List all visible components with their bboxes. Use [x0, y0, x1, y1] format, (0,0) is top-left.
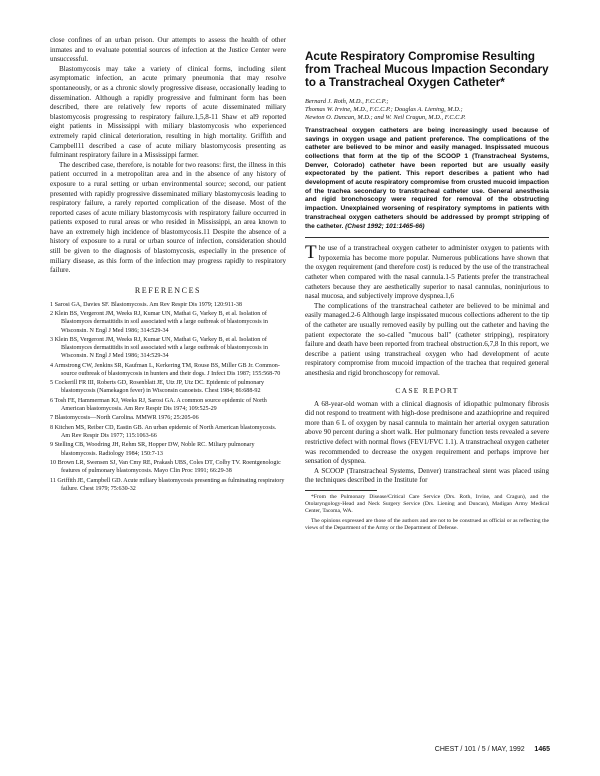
abstract-citation: (Chest 1992; 101:1465-66)	[345, 222, 425, 230]
left-paragraph-3: The described case, therefore, is notable for two reasons: first, the illness in this patient occurred in a metropolitan area and in the absence of any history of exposure to a rural setting or urban environmental source; second, our patient presented with rapidly progressive disseminated miliary blastomycosis leading to respiratory failure, a rarely reported complication of the disease. Most of the reported cases of acute miliary blastomycosis with respiratory failure occurred in patients exposed to rural areas or who resided in Mississippi, an area known to have an extremely high incidence of blastomycosis.11 Despite the absence of a history of exposure to a rural or urban source of infection, consideration should still be given to the diagnosis of blastomycosis, especially in the presence of miliary disease, as this form of the infection may progress rapidly to respiratory failure.	[50, 160, 286, 275]
references-list	[50, 301, 286, 493]
abstract-divider	[305, 237, 549, 238]
reference-item: 9 Stelling CB, Woodring JH, Rehm SR, Hopper DW, Noble RC. Miliary pulmonary blastomycosis. Radiology 1984; 150:7-13	[50, 442, 255, 457]
left-paragraph-2: Blastomycosis may take a variety of clinical forms, including silent asymptomatic infection, an acute primary pneumonia that may resolve spontaneously, or as a chronic slowly progressive disease, occasionally leading to dissemination. Although a rapidly progressive and fulminant form has been described, there are relatively few reports of acute disseminated miliary blastomycosis progressing to respiratory failure.1,5,8-11 Shaw et al9 reported eight patients in Mississippi with miliary blastomycosis who experienced extremely rapid clinical deterioration, resulting in high mortality. Griffith and Campbell11 described a case of acute miliary blastomycosis presenting as fulminant respiratory failure in a Mississippi farmer.	[50, 64, 286, 160]
article-title: Acute Respiratory Compromise Resulting from Tracheal Mucous Impaction Secondary to a Transtracheal Oxygen Catheter*	[305, 50, 549, 90]
article-abstract	[305, 127, 549, 231]
left-paragraph-1: close confines of an urban prison. Our attempts to assess the health of other inmates and to evaluate potential sources of infection at the Justice Center were unsuccessful.	[50, 36, 286, 64]
reference-item: 1 Sarosi GA, Davies SF. Blastomycosis. Am Rev Respir Dis 1979; 120:911-38	[50, 301, 242, 308]
left-column	[50, 36, 286, 494]
reference-item: 11 Griffith JE, Campbell GD. Acute miliary blastomycosis presenting as fulminating respiratory failure. Chest 1979; 75:630-32	[50, 477, 285, 492]
right-column	[305, 36, 549, 534]
author-line-3: Newton O. Duncan, M.D.; and W. Neil Cragun, M.D., F.C.C.P.	[305, 114, 466, 122]
reference-item: 6 Tosh FE, Hammerman KJ, Weeks RJ, Sarosi GA. A common source epidemic of North American blastomycosis. Am Rev Respir Dis 1974; 109:525-29	[50, 397, 267, 412]
abstract-text: Transtracheal oxygen catheters are being increasingly used because of savings in oxygen usage and patient preference. The complications of the catheter are believed to be minor and easily managed. Inspissated mucous collections that form at the tip of the SCOOP 1 (Transtracheal Systems, Denver, Colorado) catheter have been reported but are usually easily expectorated by the patient. This report describes a patient who had development of acute respiratory compromise from crusted mucoid impaction of the trachea secondary to transtracheal catheter use. General anesthesia and rigid bronchoscopy were required for removal of the obstructing impaction. Unexplained worsening of respiratory symptoms in patients with transtracheal oxygen catheters should be addressed by prompt stripping of the catheter.	[305, 126, 549, 230]
footnote-disclaimer: The opinions expressed are those of the authors and are not to be construed as official or as reflecting the views of the Department of the Army or the Department of Defense.	[305, 517, 549, 531]
drop-cap: T	[305, 242, 317, 264]
journal-citation: CHEST / 101 / 5 / MAY, 1992	[434, 746, 525, 753]
reference-item: 7 Blastomycosis—North Carolina. MMWR 1976; 25:205-06	[50, 415, 199, 422]
reference-item: 2 Klein BS, Vergeront JM, Weeks RJ, Kumar UN, Mathai G, Varkey B, et al. Isolation of Blastomyces dermatitidis in soil associated with a large outbreak of blastomycosis in Wisconsin. N Engl J Med 1986; 314:529-34	[50, 311, 268, 334]
reference-item: 3 Klein BS, Vergeront JM, Weeks RJ, Kumar UN, Mathai G, Varkey B, et al. Isolation of Blastomyces dermatitidis in soil associated with a large outbreak of blastomycosis in Wisconsin. N Engl J Med 1986; 314:529-34	[50, 337, 268, 360]
reference-item: 4 Armstrong CW, Jenkins SR, Kaufman L, Kerkering TM, Rouse BS, Miller GB Jr. Common-source outbreak of blastomycosis in hunters and their dogs. J Infect Dis 1987; 155:568-70	[50, 362, 281, 377]
body-paragraph-2: The complications of the transtracheal catheter are believed to be minimal and easily managed.2-6 Although large inspissated mucous collections adherent to the tip of the catheter are usually removed easily by pulling out the catheter and having the patient expectorate the so-called "mucous ball" (catheter stripping), respiratory failure and death have been reported from tracheal obstruction.6,7,8 In this report, we describe a patient using transtracheal oxygen who had development of acute respiratory compromise from mucoid impaction of the trachea that required general anesthesia and rigid bronchoscopy for removal.	[305, 301, 549, 377]
reference-item: 8 Kitchen MS, Reiber CD, Eastin GB. An urban epidemic of North American blastomycosis. Am Rev Respir Dis 1977; 115:1063-66	[50, 424, 277, 439]
reference-item: 10 Brown LR, Swensen SJ, Van Cmy RE, Prakash UBS, Coles DT, Colby TV. Roentgenologic features of pulmonary blastomycosis. Mayo Clin Proc 1991; 66:29-38	[50, 460, 281, 475]
author-line-2: Thomas W. Irvine, M.D., F.C.C.P.; Douglas A. Liening, M.D.;	[305, 106, 463, 114]
footnote-affiliation: *From the Pulmonary Disease/Critical Care Service (Drs. Roth, Irvine, and Cragun), and the Otolaryngology-Head and Neck Surgery Service (Drs. Liening and Duncan), Madigan Army Medical Center, Tacoma, WA.	[305, 493, 549, 515]
case-paragraph-2: A SCOOP (Transtracheal Systems, Denver) transtracheal stent was placed using the techniques described in the Institute for	[305, 466, 549, 485]
case-report-heading: CASE REPORT	[395, 385, 459, 395]
author-line-1: Bernard J. Roth, M.D., F.C.C.P.;	[305, 97, 389, 105]
case-paragraph-1: A 68-year-old woman with a clinical diagnosis of idiopathic pulmonary fibrosis did not respond to treatment with high-dose prednisone and azathioprine and required more than 6 L of oxygen by nasal cannula to maintain her arterial oxygen saturation above 90 percent during a short walk. Her pulmonary function tests revealed a severe restrictive defect with normal flows (FEV1/FVC 1.1). A transtracheal oxygen catheter was recommended to decrease the oxygen requirement and perhaps improve her sensation of dyspnea.	[305, 399, 549, 466]
page-number: 1465	[534, 746, 550, 753]
page-footer	[400, 746, 550, 753]
body-paragraph-1	[305, 244, 549, 302]
references-heading: REFERENCES	[134, 285, 202, 295]
article-authors	[305, 98, 549, 123]
reference-item: 5 Cockerill FR III, Roberts GD, Rosenblatt JE, Utz JP, Utz DC. Epidemic of pulmonary blastomycosis (Namekagon fever) in Wisconsin canoeists. Chest 1984; 86:688-92	[50, 380, 265, 395]
body-paragraph-1-text: he use of a transtracheal oxygen catheter to administer oxygen to patients with hypoxemia has become more popular. Numerous publications have shown that the oxygen requirement (and therefore cost) is reduced by the use of the transtracheal catheter when compared with the nasal cannula.1-5 Patients prefer the transtracheal catheters because they are aesthetically superior to nasal cannulas, noninjurious to nasal mucosa, and subjectively improve dyspnea.1,6	[305, 244, 549, 301]
footnote-divider	[305, 490, 377, 491]
